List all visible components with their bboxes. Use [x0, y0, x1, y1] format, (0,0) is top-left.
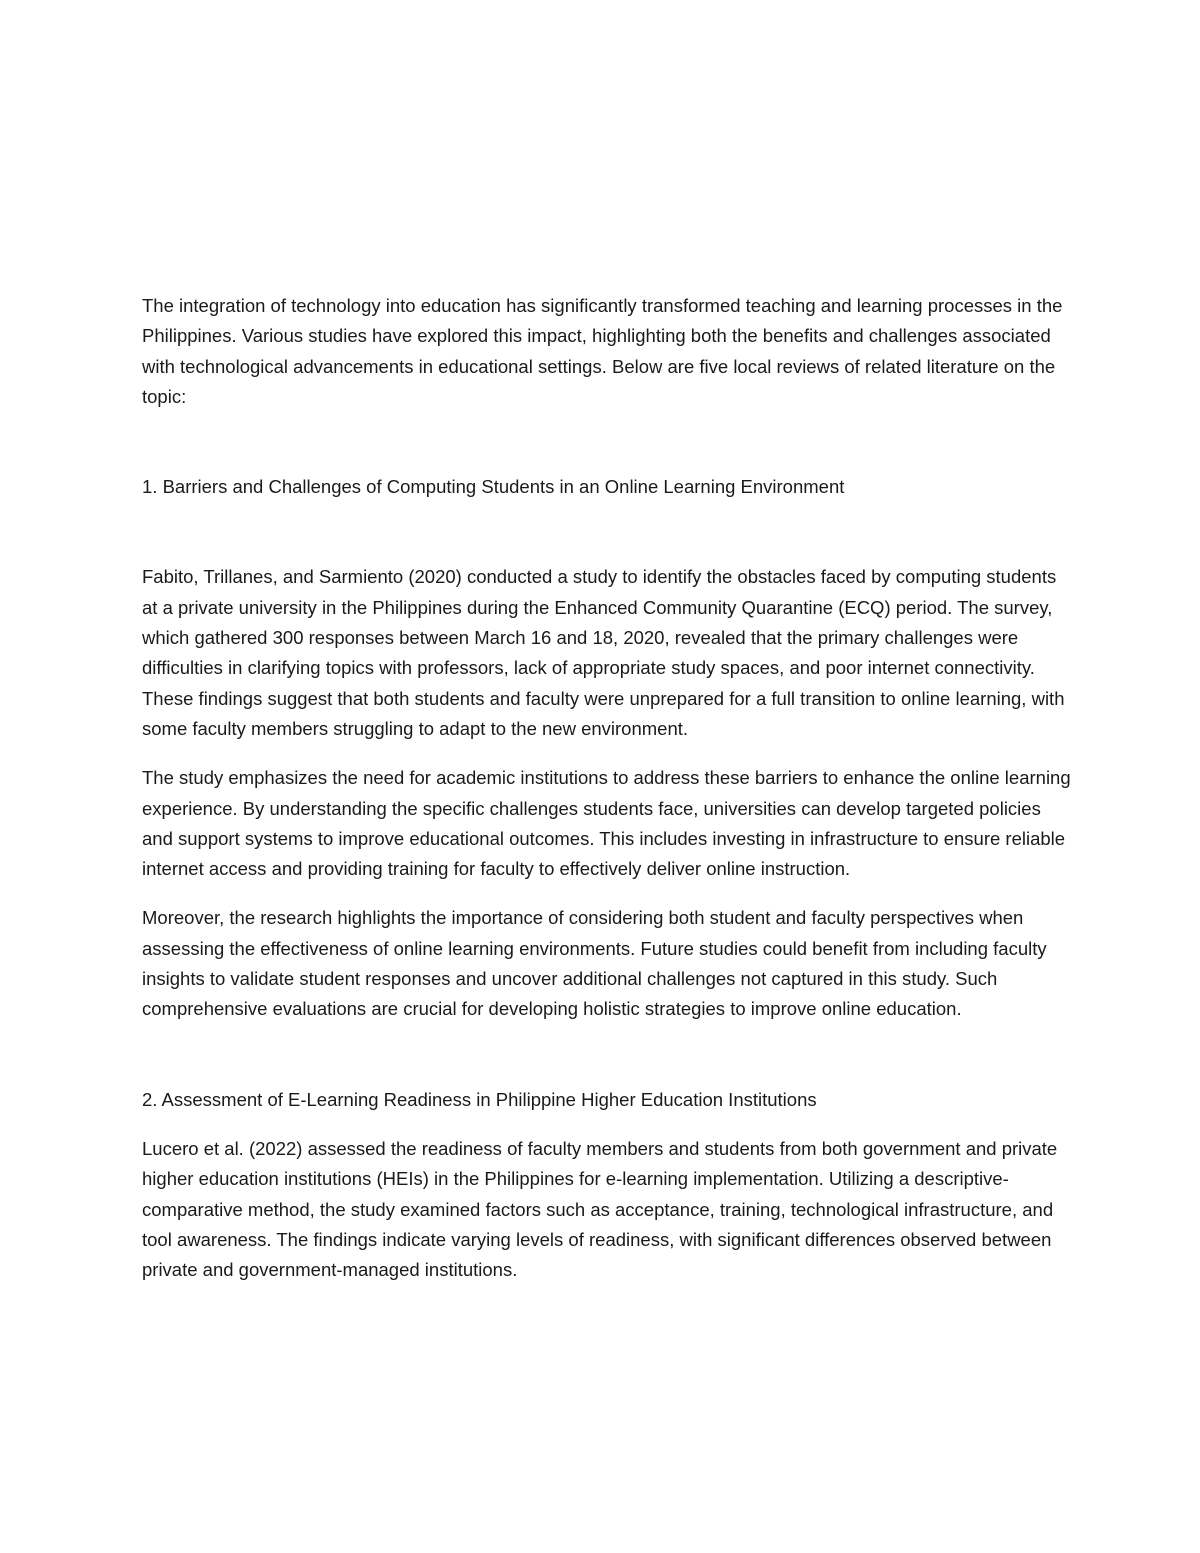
section-2-heading: 2. Assessment of E-Learning Readiness in Philippine Higher Education Institutions — [142, 1088, 817, 1110]
section-2-paragraph-1: Lucero et al. (2022) assessed the readiness of faculty members and students from both government and private higher education institutions (HEIs) in the Philippines for e-learning implementation. Utilizing a descriptive-comparative method, the study examined factors such as acceptance, training, technological infrastructure, and tool awareness. The findings indicate varying levels of readiness, with significant differences observed between private and government-managed institutions. — [142, 1137, 1058, 1281]
section-1-paragraph-3: Moreover, the research highlights the importance of considering both student and faculty perspectives when assessing the effectiveness of online learning environments. Future studies could benefit from including faculty insights to validate student responses and uncover additional challenges not captured in this study. Such comprehensive evaluations are crucial for developing holistic strategies to improve online education. — [142, 907, 1047, 1020]
intro-paragraph: The integration of technology into education has significantly transformed teaching and learning processes in the Philippines. Various studies have explored this impact, highlighting both the benefits and challenges associated with technological advancements in educational settings. Below are five local reviews of related literature on the topic: — [142, 295, 1063, 407]
section-1-paragraph-1: Fabito, Trillanes, and Sarmiento (2020) conducted a study to identify the obstacles faced by computing students at a private university in the Philippines during the Enhanced Community Quarantine (ECQ) period. The survey, which gathered 300 responses between March 16 and 18, 2020, revealed that the primary challenges were difficulties in clarifying topics with professors, lack of appropriate study spaces, and poor internet connectivity. These findings suggest that both students and faculty were unprepared for a full transition to online learning, with some faculty members struggling to adapt to the new environment. — [142, 566, 1065, 739]
section-1-heading: 1. Barriers and Challenges of Computing Students in an Online Learning Environment — [142, 476, 845, 498]
section-1-paragraph-2: The study emphasizes the need for academic institutions to address these barriers to enhance the online learning experience. By understanding the specific challenges students face, universities can develop targeted policies and support systems to improve educational outcomes. This includes investing in infrastructure to ensure reliable internet access and providing training for faculty to effectively deliver online instruction. — [142, 767, 1071, 880]
document-body — [142, 291, 1072, 1285]
